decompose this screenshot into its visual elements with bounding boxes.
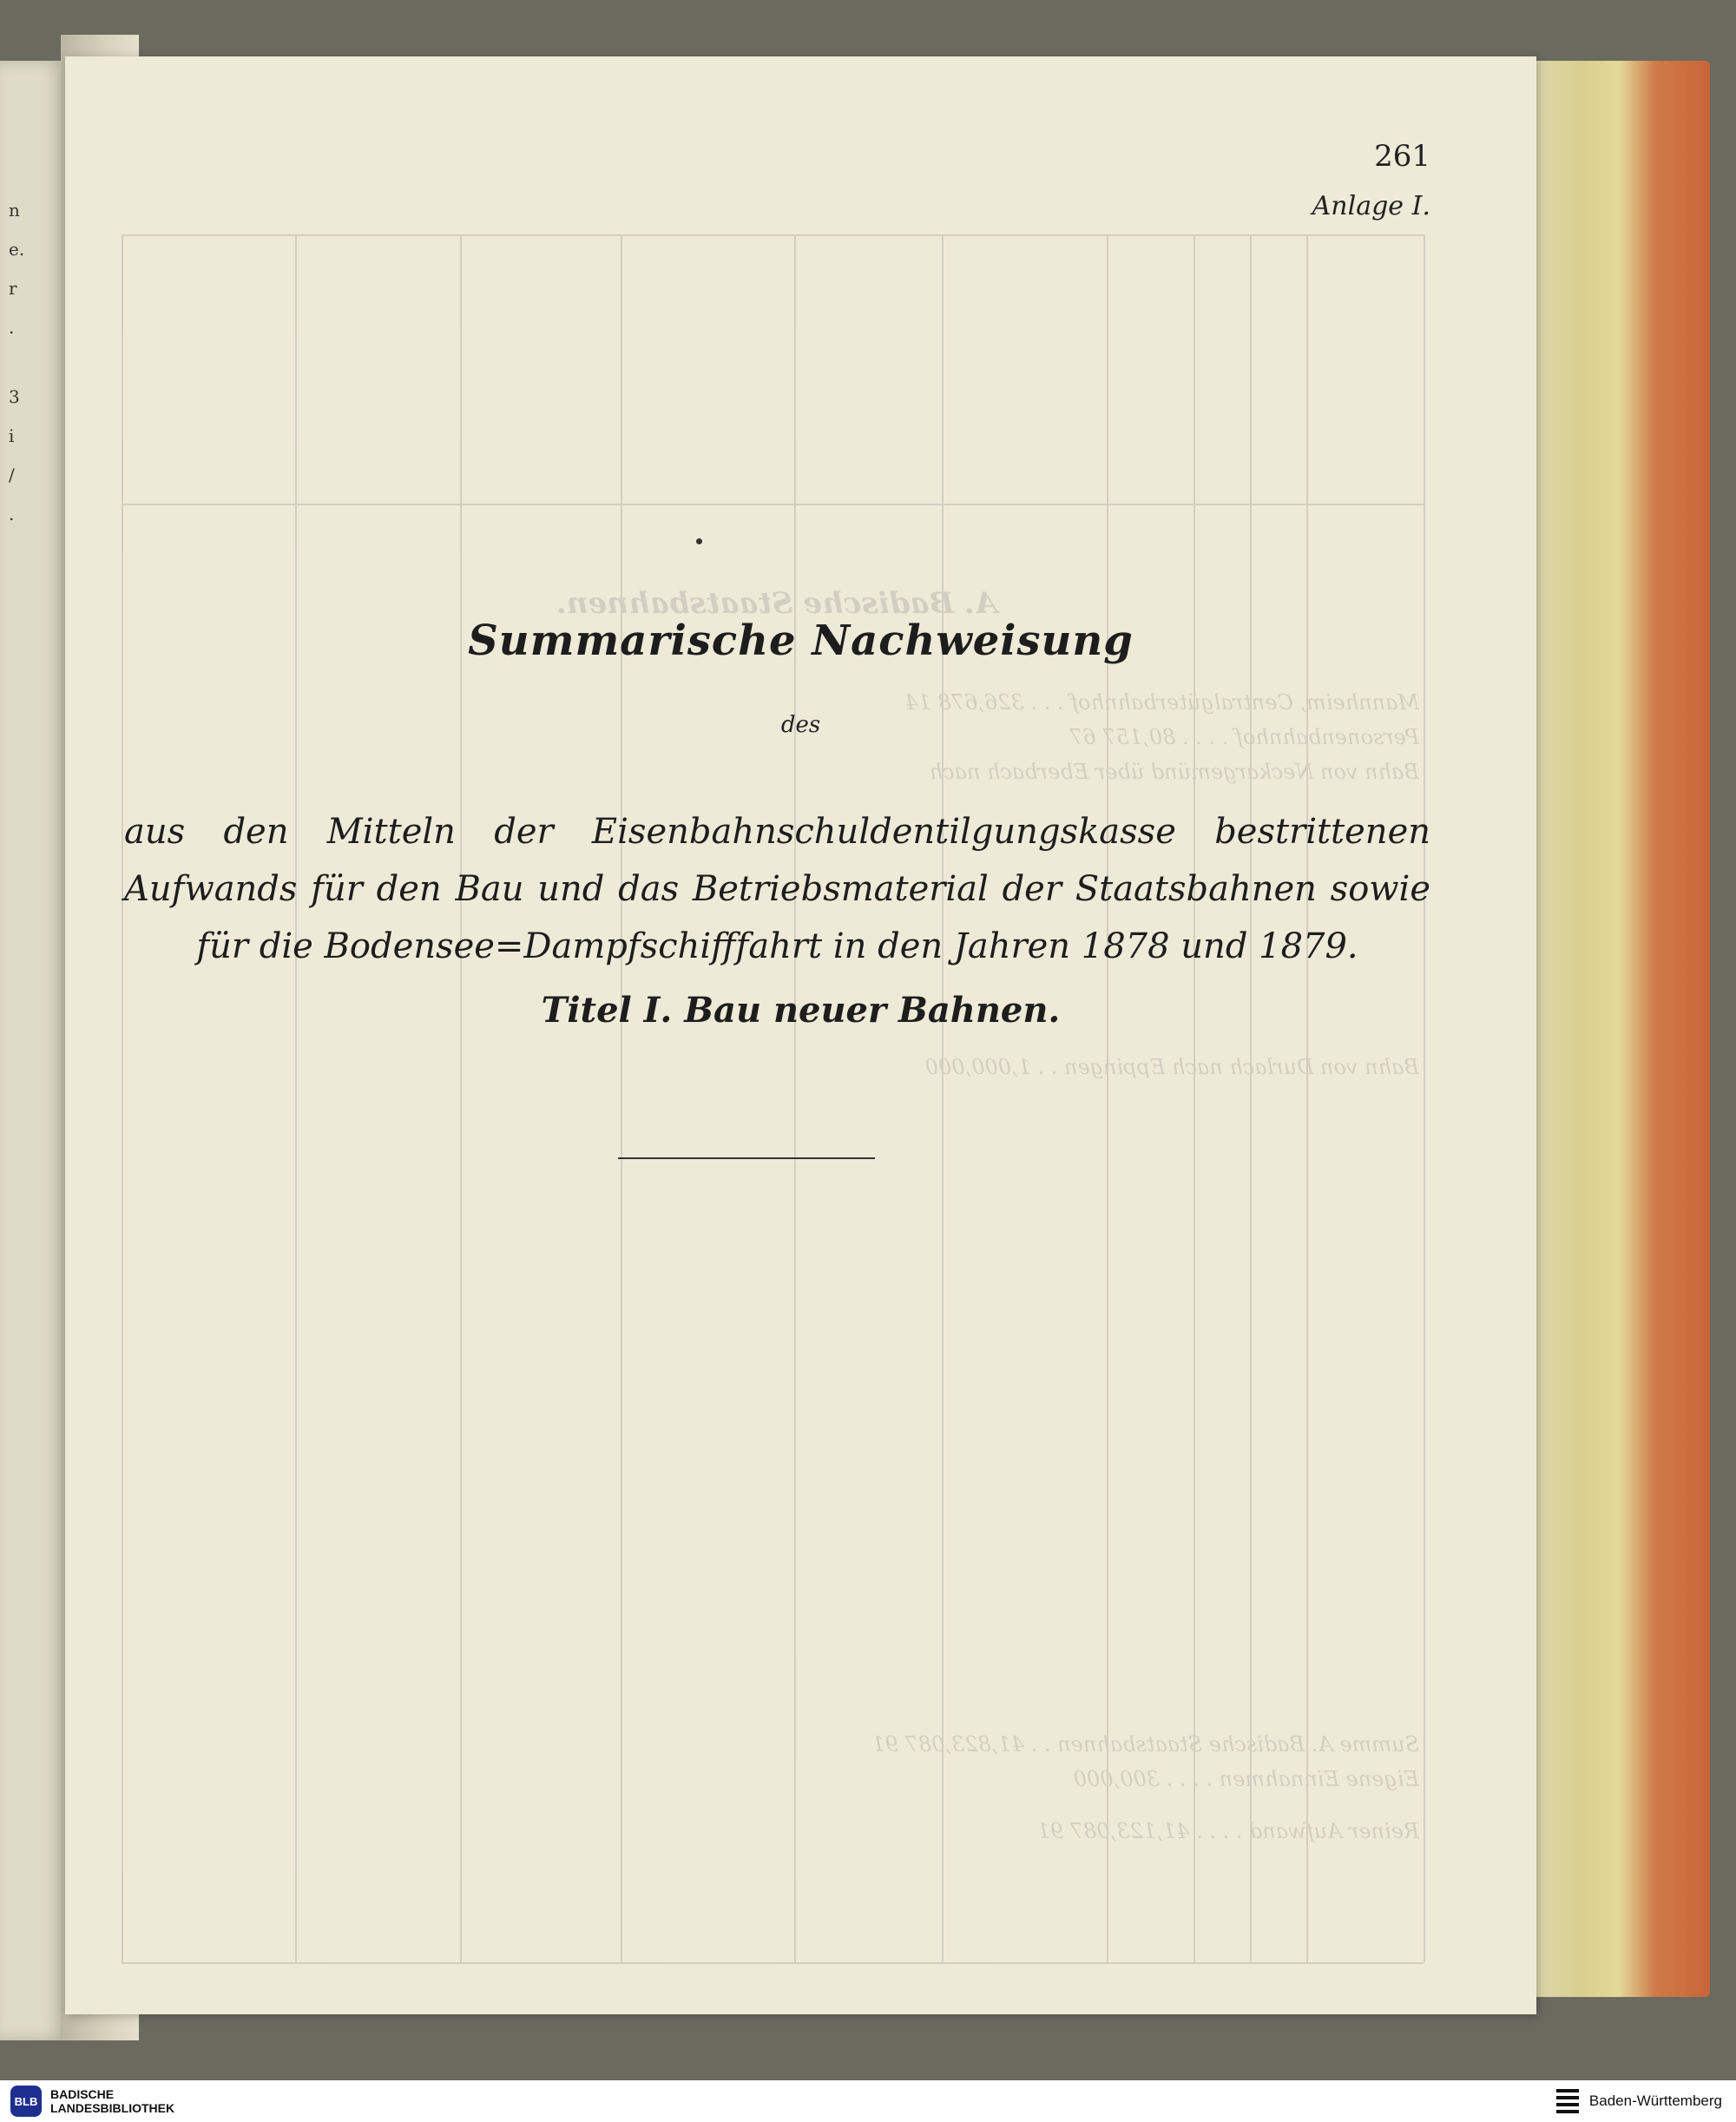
margin-glyph: . <box>9 504 15 524</box>
margin-glyph: / <box>9 465 15 485</box>
bleed-through-row: Reiner Aufwand . . . . 41,123,087 91 <box>1036 1819 1419 1843</box>
bleed-through-heading: A. Badische Staatsbahnen. <box>556 586 998 621</box>
blb-name <box>50 2087 174 2115</box>
left-page-edge <box>0 61 65 2040</box>
blb-name-line1: BADISCHE <box>50 2087 115 2101</box>
ink-dot <box>696 538 702 544</box>
margin-glyph: i <box>9 425 15 446</box>
margin-glyph: . <box>9 317 15 338</box>
page-number: 261 <box>1374 139 1430 174</box>
book-edge <box>1528 61 1710 1997</box>
bleed-through-row: Personenbahnhof . . . . 80,157 67 <box>1069 725 1419 749</box>
margin-glyph: r <box>9 278 17 299</box>
bleed-through-row: Summe A. Badische Staatsbahnen . . 41,823,087 91 <box>871 1732 1419 1756</box>
document-title: Summarische Nachweisung <box>468 616 1134 665</box>
margin-glyph: n <box>9 200 20 221</box>
appendix-label: Anlage I. <box>1312 191 1430 221</box>
bleed-through-row: Mannheim, Centralgüterbahnhof . . . 326,678 14 <box>904 690 1419 715</box>
bleed-through-row: Bahn von Durlach nach Eppingen . . 1,000,000 <box>924 1055 1419 1079</box>
margin-glyph: e. <box>9 239 25 260</box>
blb-name-line2: LANDESBIBLIOTHEK <box>50 2101 175 2115</box>
document-body: aus den Mitteln der Eisenbahnschuldentilgungskasse bestrittenen Aufwands für den Bau und das Betriebsmaterial der Staatsbahnen sowie für die Bodensee=Dampfschifffahrt in den Jahren 1878 und 1879. <box>124 812 1430 966</box>
bw-label: Baden-Württemberg <box>1588 2092 1722 2109</box>
bleed-through-table <box>65 56 1536 2014</box>
bleed-through-row: Bahn von Neckargemünd über Eberbach nach <box>929 760 1419 784</box>
divider-rule <box>618 1157 875 1159</box>
margin-glyph: 3 <box>9 386 20 407</box>
bw-logo[interactable] <box>1555 2086 1722 2116</box>
footer-bar <box>0 2080 1736 2122</box>
bleed-through-row: Eigene Einnahmen . . . . 300,000 <box>1073 1767 1419 1791</box>
section-title: Titel I. Bau neuer Bahnen. <box>541 990 1061 1031</box>
title-connector: des <box>780 712 821 738</box>
blb-logo[interactable] <box>10 2086 174 2117</box>
blb-badge: BLB <box>10 2086 42 2117</box>
coat-of-arms-icon <box>1555 2086 1581 2116</box>
document-page <box>65 56 1536 2014</box>
